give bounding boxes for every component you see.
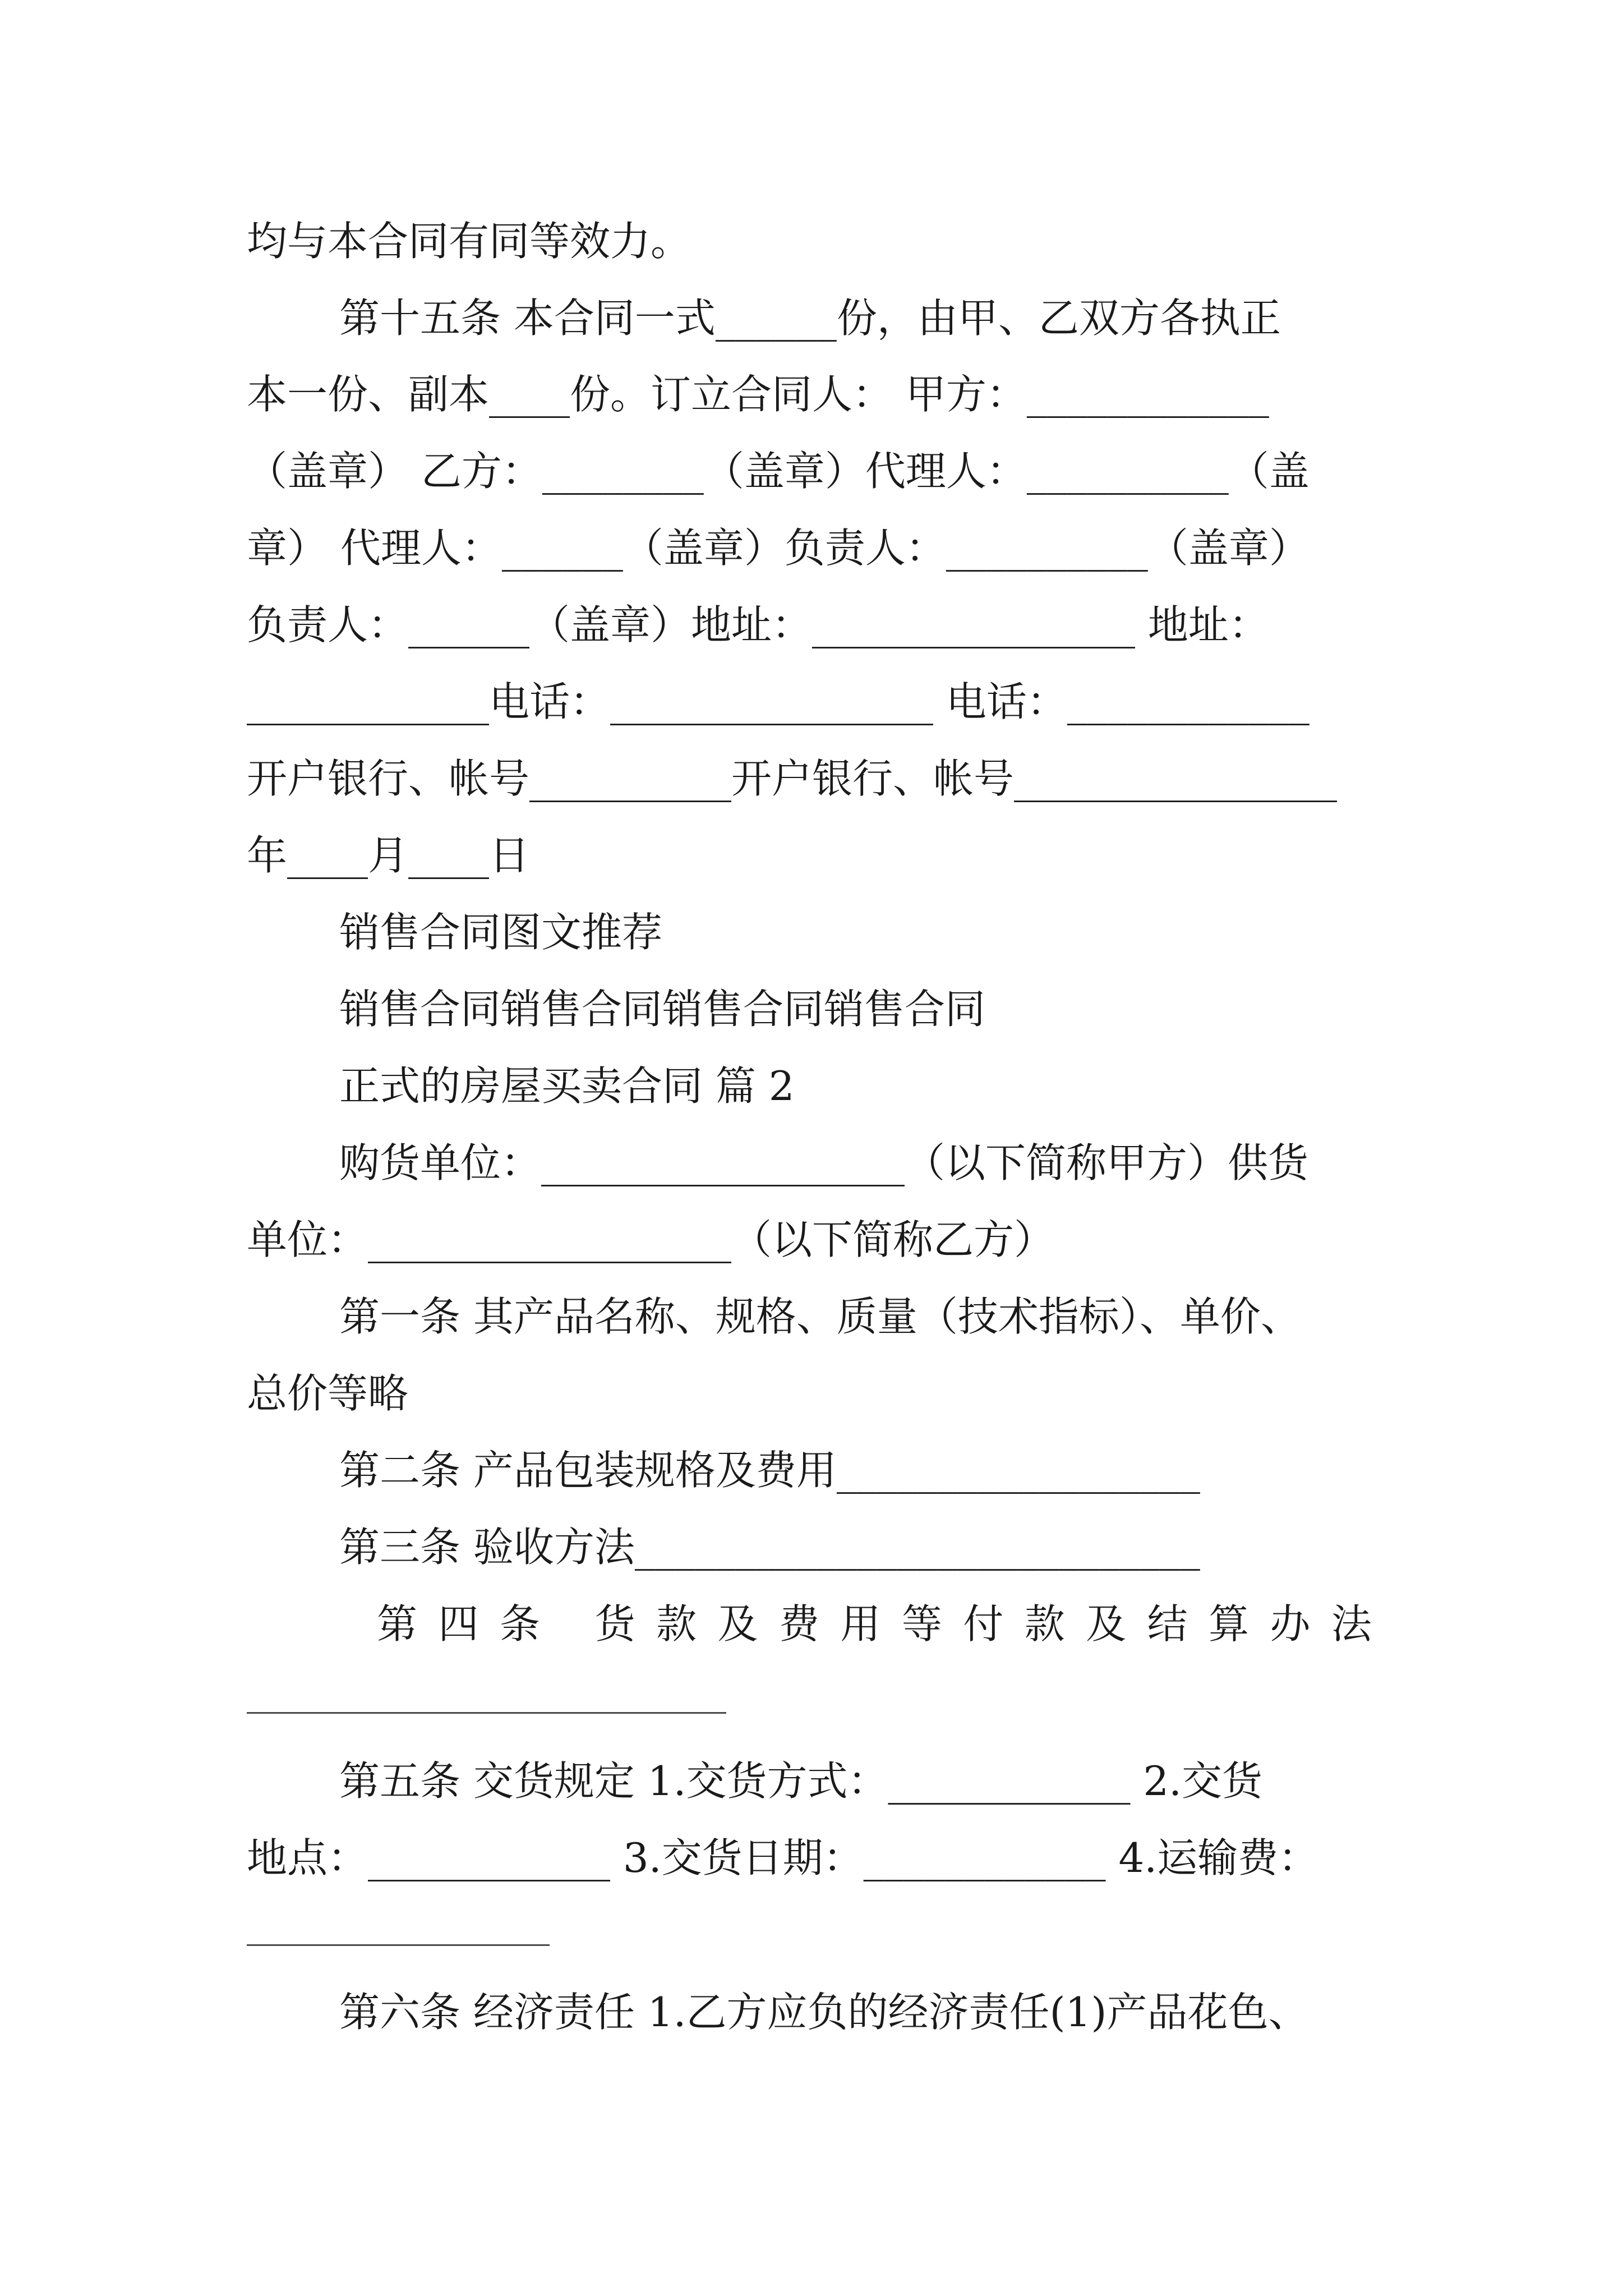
text-line-4: （盖章） 乙方：________（盖章）代理人：__________（盖 (247, 448, 1310, 495)
text-line-7: ____________电话：________________ 电话：____________ (247, 678, 1310, 725)
text-line-16: 总价等略 (247, 1370, 409, 1417)
text-line-10: 销售合同图文推荐 (339, 909, 663, 956)
text-line-11: 销售合同销售合同销售合同销售合同 (339, 986, 986, 1033)
text-line-9: 年____月____日 (247, 832, 530, 879)
blank-line-2 (247, 1944, 550, 1946)
text-line-19: 第四条 货款及费用等付款及结算办法 (377, 1600, 1393, 1648)
text-line-14: 单位：__________________（以下简称乙方） (247, 1216, 1055, 1263)
text-line-21: 地点：____________ 3.交货日期：____________ 4.运输费： (247, 1834, 1319, 1881)
text-line-20: 第五条 交货规定 1.交货方式：____________ 2.交货 (339, 1757, 1263, 1805)
text-line-3: 本一份、副本____份。订立合同人： 甲方：____________ (247, 371, 1269, 418)
text-line-17: 第二条 产品包装规格及费用__________________ (339, 1447, 1200, 1494)
text-line-8: 开户银行、帐号__________开户银行、帐号________________ (247, 755, 1338, 802)
text-line-6: 负责人：______（盖章）地址：________________ 地址： (247, 601, 1269, 648)
text-line-13: 购货单位：__________________（以下简称甲方）供货 (339, 1139, 1309, 1186)
text-line-5: 章） 代理人：______（盖章）负责人：__________（盖章） (247, 524, 1310, 572)
blank-line-1 (247, 1712, 726, 1714)
text-line-15: 第一条 其产品名称、规格、质量（技术指标）、单价、 (339, 1293, 1301, 1340)
text-line-22: 第六条 经济责任 1.乙方应负的经济责任(1)产品花色、 (339, 1989, 1309, 2036)
text-line-18: 第三条 验收方法____________________________ (339, 1524, 1200, 1571)
text-line-12: 正式的房屋买卖合同 篇 2 (339, 1062, 795, 1110)
text-line-1: 均与本合同有同等效力。 (247, 218, 691, 265)
text-line-2: 第十五条 本合同一式______份，由甲、乙双方各执正 (339, 295, 1281, 342)
